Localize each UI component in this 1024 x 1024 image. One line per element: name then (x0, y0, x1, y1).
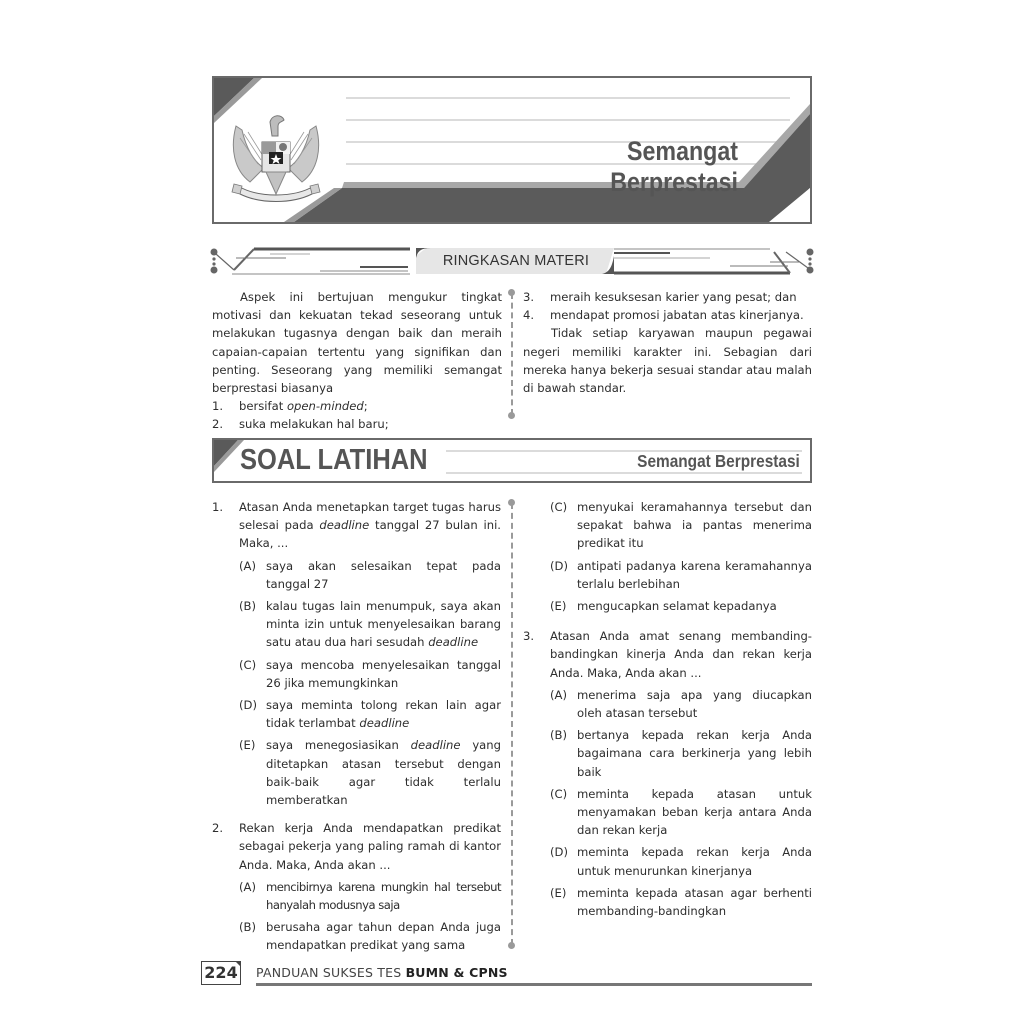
answer-option[interactable] (550, 785, 812, 840)
option-text (266, 736, 501, 809)
question-3 (523, 627, 812, 920)
option-text: saya mencoba menyelesaikan tanggal 26 jika memungkinkan (266, 657, 501, 690)
option-label: (A) (239, 558, 256, 573)
option-label: (A) (550, 687, 567, 702)
answer-option[interactable] (550, 726, 812, 781)
questions-right-column (523, 498, 812, 926)
answer-option[interactable] (239, 656, 501, 692)
exercise-header (212, 438, 812, 483)
option-text-italic: deadline (359, 716, 410, 731)
exercise-subtitle: Semangat Berprestasi (637, 451, 800, 471)
questions-left-column (212, 498, 501, 961)
column-divider (511, 503, 513, 945)
garuda-emblem-icon (228, 108, 324, 212)
option-text: antipati padanya karena keramahannya terlalu berlebihan (577, 558, 812, 591)
option-text-italic: deadline (410, 738, 461, 753)
item-text-part: bersifat (239, 399, 287, 414)
option-label: (D) (239, 698, 257, 713)
answer-option[interactable] (550, 557, 812, 593)
item-text (239, 397, 502, 415)
answer-option[interactable] (239, 878, 501, 914)
option-label: (C) (550, 500, 568, 514)
answer-option[interactable] (550, 597, 812, 615)
section-divider-ringkasan (210, 246, 814, 276)
summary-closing: Tidak setiap karyawan maupun pegawai negeri memiliki karakter ini. Sebagian dari mereka hanya bekerja sesuai standar atau malah di bawah standar. (523, 326, 812, 396)
option-text: mengucapkan selamat kepadanya (577, 599, 777, 614)
chapter-title-banner (212, 76, 812, 224)
option-label: (B) (550, 728, 568, 743)
chapter-title: Semangat Berprestasi (610, 136, 738, 197)
option-text-part: kalau tugas lain menumpuk, saya akan minta izin untuk menyelesaikan barang satu atau dua hari sesudah (266, 599, 501, 650)
option-text: menyukai keramahannya tersebut dan sepakat bahwa ia pantas menerima predikat itu (577, 500, 812, 551)
option-label: (B) (239, 599, 257, 614)
summary-list-item (523, 306, 812, 324)
answer-option[interactable] (239, 918, 501, 954)
question-number: 1. (212, 500, 224, 514)
option-text: meminta kepada atasan agar berhenti membanding-bandingkan (577, 885, 812, 919)
book-title-bold: BUMN & CPNS (405, 965, 508, 980)
summary-list-item (523, 288, 812, 306)
section-label-ringkasan: RINGKASAN MATERI (442, 253, 590, 269)
option-label: (D) (550, 558, 568, 573)
item-text-part: ; (363, 399, 368, 414)
column-divider (511, 293, 513, 415)
option-text: saya akan selesaikan tepat pada tanggal 27 (266, 558, 501, 591)
answer-option[interactable] (550, 884, 812, 920)
answer-option[interactable] (239, 597, 501, 652)
question-text: Rekan kerja Anda mendapatkan predikat sebagai pekerja yang paling ramah di kantor Anda. Maka, Anda akan ... (239, 821, 501, 872)
option-text (266, 597, 501, 652)
item-text: suka melakukan hal baru; (239, 417, 389, 432)
book-title (256, 965, 508, 980)
answer-option[interactable] (550, 686, 812, 722)
question-text-part: tanggal 27 bulan ini. Maka, ... (239, 518, 501, 551)
summary-left-column (212, 288, 502, 434)
option-label: (E) (550, 885, 567, 900)
option-label: (D) (550, 845, 568, 860)
summary-list-item (212, 415, 502, 433)
question-text-italic: deadline (319, 518, 370, 533)
summary-right-column (523, 288, 812, 397)
option-label: (B) (239, 920, 257, 935)
question-2-continued (523, 498, 812, 615)
item-number: 4. (523, 308, 535, 323)
option-text: meminta kepada rekan kerja Anda untuk menurunkan kinerjanya (577, 845, 812, 878)
item-text-italic: open-minded (286, 399, 364, 414)
option-text-part: saya meminta tolong rekan lain agar tidak terlambat (266, 698, 501, 731)
question-2 (212, 819, 501, 954)
footer-rule (256, 983, 812, 986)
answer-option[interactable] (239, 557, 501, 593)
option-text: meminta kepada atasan untuk menyamakan beban kerja antara Anda dan rekan kerja (577, 786, 812, 838)
option-label: (C) (239, 657, 257, 672)
answer-option[interactable] (239, 696, 501, 732)
option-label: (E) (550, 599, 567, 614)
item-number: 3. (523, 290, 535, 304)
option-text: mencibirnya karena mungkin hal tersebut hanyalah modusnya saja (266, 879, 501, 913)
summary-list-item (212, 397, 502, 415)
summary-intro: Aspek ini bertujuan mengukur tingkat motivasi dan kekuatan tekad seseorang untuk melakukan tugasnya dengan baik dan meraih capaian-capaian tertentu yang signifikan dan penting. Seseorang yang memiliki semangat berprestasi biasanya (212, 290, 502, 396)
option-label: (E) (239, 738, 256, 753)
item-number: 2. (212, 417, 224, 432)
answer-option[interactable] (550, 498, 812, 553)
question-number: 2. (212, 821, 224, 836)
answer-option[interactable] (239, 736, 501, 809)
item-number: 1. (212, 399, 224, 414)
option-text: bertanya kepada rekan kerja Anda bagaimana cara berkinerja yang lebih baik (577, 728, 812, 779)
question-text (239, 498, 501, 553)
option-text-italic: deadline (428, 635, 479, 650)
option-text: menerima saja apa yang diucapkan oleh atasan tersebut (577, 687, 812, 721)
option-text-part: saya menegosiasikan (266, 738, 411, 753)
question-1 (212, 498, 501, 809)
page-number: 224 (201, 961, 241, 985)
item-text: meraih kesuksesan karier yang pesat; dan (550, 290, 797, 304)
option-label: (A) (239, 879, 256, 894)
question-text-part: Atasan Anda menetapkan target tugas harus selesai pada (239, 500, 501, 533)
option-label: (C) (550, 786, 568, 801)
option-text: berusaha agar tahun depan Anda juga mendapatkan predikat yang sama (266, 920, 501, 953)
question-number: 3. (523, 629, 535, 644)
option-text (266, 696, 501, 732)
item-text: mendapat promosi jabatan atas kinerjanya. (550, 308, 804, 323)
answer-option[interactable] (550, 843, 812, 879)
question-text: Atasan Anda amat senang membanding-bandingkan kinerja Anda dan rekan kerja Anda. Maka, Anda akan ... (550, 629, 812, 680)
book-title-prefix: PANDUAN SUKSES TES (256, 965, 406, 980)
exercise-title: SOAL LATIHAN (240, 444, 428, 476)
option-text-part: yang ditetapkan atasan tersebut dengan baik-baik agar tidak terlalu memberatkan (266, 738, 501, 808)
